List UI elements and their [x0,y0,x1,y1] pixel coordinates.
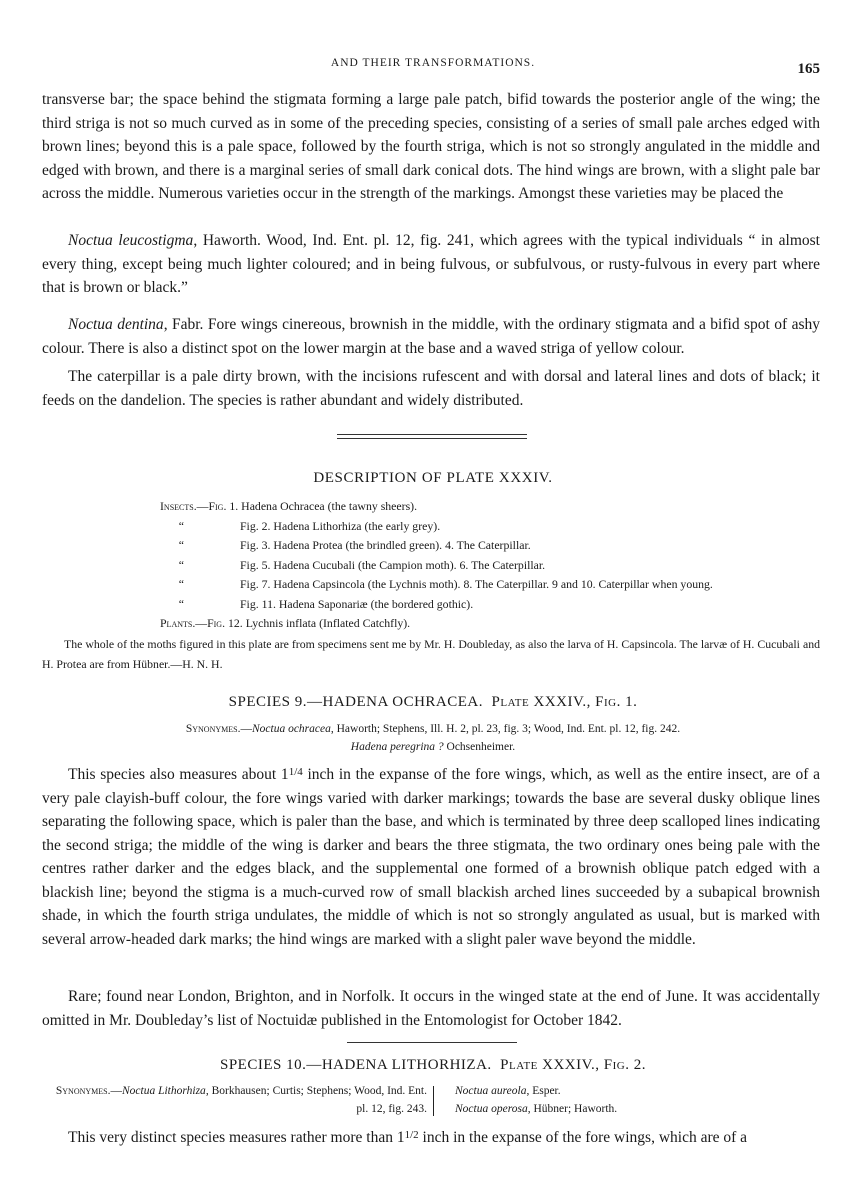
species-9-synonyms: Synonymes.—Noctua ochracea, Haworth; Stephens, Ill. H. 2, pl. 23, fig. 3; Wood, Ind. Ent. pl. 12, fig. 242. Hadena peregrina ? Ochsenheimer. [185,723,681,753]
brace-divider [433,1086,434,1116]
fraction: 1/4 [288,766,303,778]
species-10-description: This very distinct species measures rather more than $1^{1/2}$ inch in the expanse of the fore wings, which are of a [68,1129,748,1146]
list-item: “ Fig. 11. Hadena Saponariæ (the bordered gothic). [178,596,474,611]
plate-note [42,634,820,674]
list-item: Insects.—Fig. 1. Hadena Ochracea (the tawny sheers). [160,499,418,513]
divider-rule [337,438,527,439]
paragraph-transverse-bar [42,88,820,206]
list-item: “ Fig. 7. Hadena Capsincola (the Lychnis moth). 8. The Caterpillar. 9 and 10. Caterpillar when young. [178,577,713,591]
plate-figure-list [160,497,850,634]
paragraph-leucostigma [42,229,820,300]
list-item: Plants.—Fig. 12. Lychnis inflata (Inflated Catchfly). [160,616,411,630]
list-item: “ Fig. 5. Hadena Cucubali (the Campion moth). 6. The Caterpillar. [178,557,546,572]
plate-reference: Plate XXXIV., Fig. 1. [491,694,638,710]
plate-heading: DESCRIPTION OF PLATE XXXIV. [313,470,553,486]
species-10-synonyms-left: Synonymes.—Noctua Lithorhiza, Borkhausen; Curtis; Stephens; Wood, Ind. Ent. pl. 12, fig. 243. [55,1085,427,1115]
species-9-heading: SPECIES 9.—HADENA OCHRACEA. Plate XXXIV., Fig. 1. [228,694,638,710]
list-item: “ Fig. 2. Hadena Lithorhiza (the early grey). [178,518,441,533]
species-9-description: This species also measures about $1^{1/4}$ inch in the expanse of the fore wings, which, as well as the entire insect, are of a very pale clayish-buff colour, the fore wings varied with darker markings; towards the base are several dusky oblique lines separating the following space, which is paler than the base, and which is terminated by three deep scalloped lines indicating the second striga; the middle of the wing is darker and bears the three stigmata, the two ordinary ones being pale with the centres rather darker and the edges black, and the supplemental one formed of a brownish oblique patch edged with a blackish line; beyond the stigma is a much-curved row of small blackish arched lines succeeded by a subapical brownish shade, in which the fourth striga undulates, the middle of which is not so strongly angulated as usual, but is marked with several arrow-headed dark marks; the hind wings are marked with a slight paler wave beyond the middle. [42,766,820,948]
divider-rule [337,434,527,435]
species-10-synonyms-right: Noctua aureola, Esper. Noctua operosa, Hübner; Haworth. [455,1085,618,1115]
species-name: Noctua dentina [68,316,164,333]
species-9-distribution [42,985,820,1032]
paragraph-text: , Fabr. Fore wings cinereous, brownish in the middle, with the ordinary stigmata and a bifid spot of ashy colour. There is also a distinct spot on the lower margin at the base and a waved striga of yellow colour. [42,316,820,357]
paragraph-dentina [42,313,820,360]
list-item: “ Fig. 3. Hadena Protea (the brindled green). 4. The Caterpillar. [178,538,531,552]
paragraph-caterpillar [42,365,820,412]
paragraph-text: , Haworth. Wood, Ind. Ent. pl. 12, fig. 241, which agrees with the typical individuals “ in almost every thing, except being much lighter coloured; and in being fulvous, or subfulvous, or rusty-fulvous in every part where that is brown or black.” [42,232,820,296]
page-number: 165 [797,61,820,77]
running-head: AND THEIR TRANSFORMATIONS. [330,57,536,69]
species-10-heading: SPECIES 10.—HADENA LITHORHIZA. Plate XXXIV., Fig. 2. [220,1057,646,1073]
paragraph-text: Rare; found near London, Brighton, and in Norfolk. It occurs in the winged state at the end of June. It was accidentally omitted in Mr. Doubleday’s list of Noctuidæ published in the Entomologist for October 1842. [42,988,820,1029]
plate-reference: Plate XXXIV., Fig. 2. [500,1057,646,1073]
divider-rule [347,1042,517,1043]
paragraph-text: The caterpillar is a pale dirty brown, with the incisions rufescent and with dorsal and lateral lines and dots of black; it feeds on the dandelion. The species is rather abundant and widely distributed. [42,368,820,409]
paragraph-text: transverse bar; the space behind the stigmata forming a large pale patch, bifid towards the posterior angle of the wing; the third striga is not so much curved as in some of the preceding species, consisting of a series of small pale arches edged with brown lines; beyond this is a pale space, followed by the fourth striga, which is not so strongly angulated in the middle and edged with brown, and there is a marginal series of small dark conical dots. The hind wings are brown, with a slight pale bar across the middle. Numerous varieties occur in the strength of the markings. Amongst these varieties may be placed the [42,91,820,202]
fraction: 1/2 [404,1129,419,1141]
paragraph-text: The whole of the moths figured in this plate are from specimens sent me by Mr. H. Doubleday, as also the larva of H. Capsincola. The larvæ of H. Cucubali and H. Protea are from Hübner.—H. N. H. [42,637,820,671]
species-name: Noctua leucostigma [68,232,194,249]
